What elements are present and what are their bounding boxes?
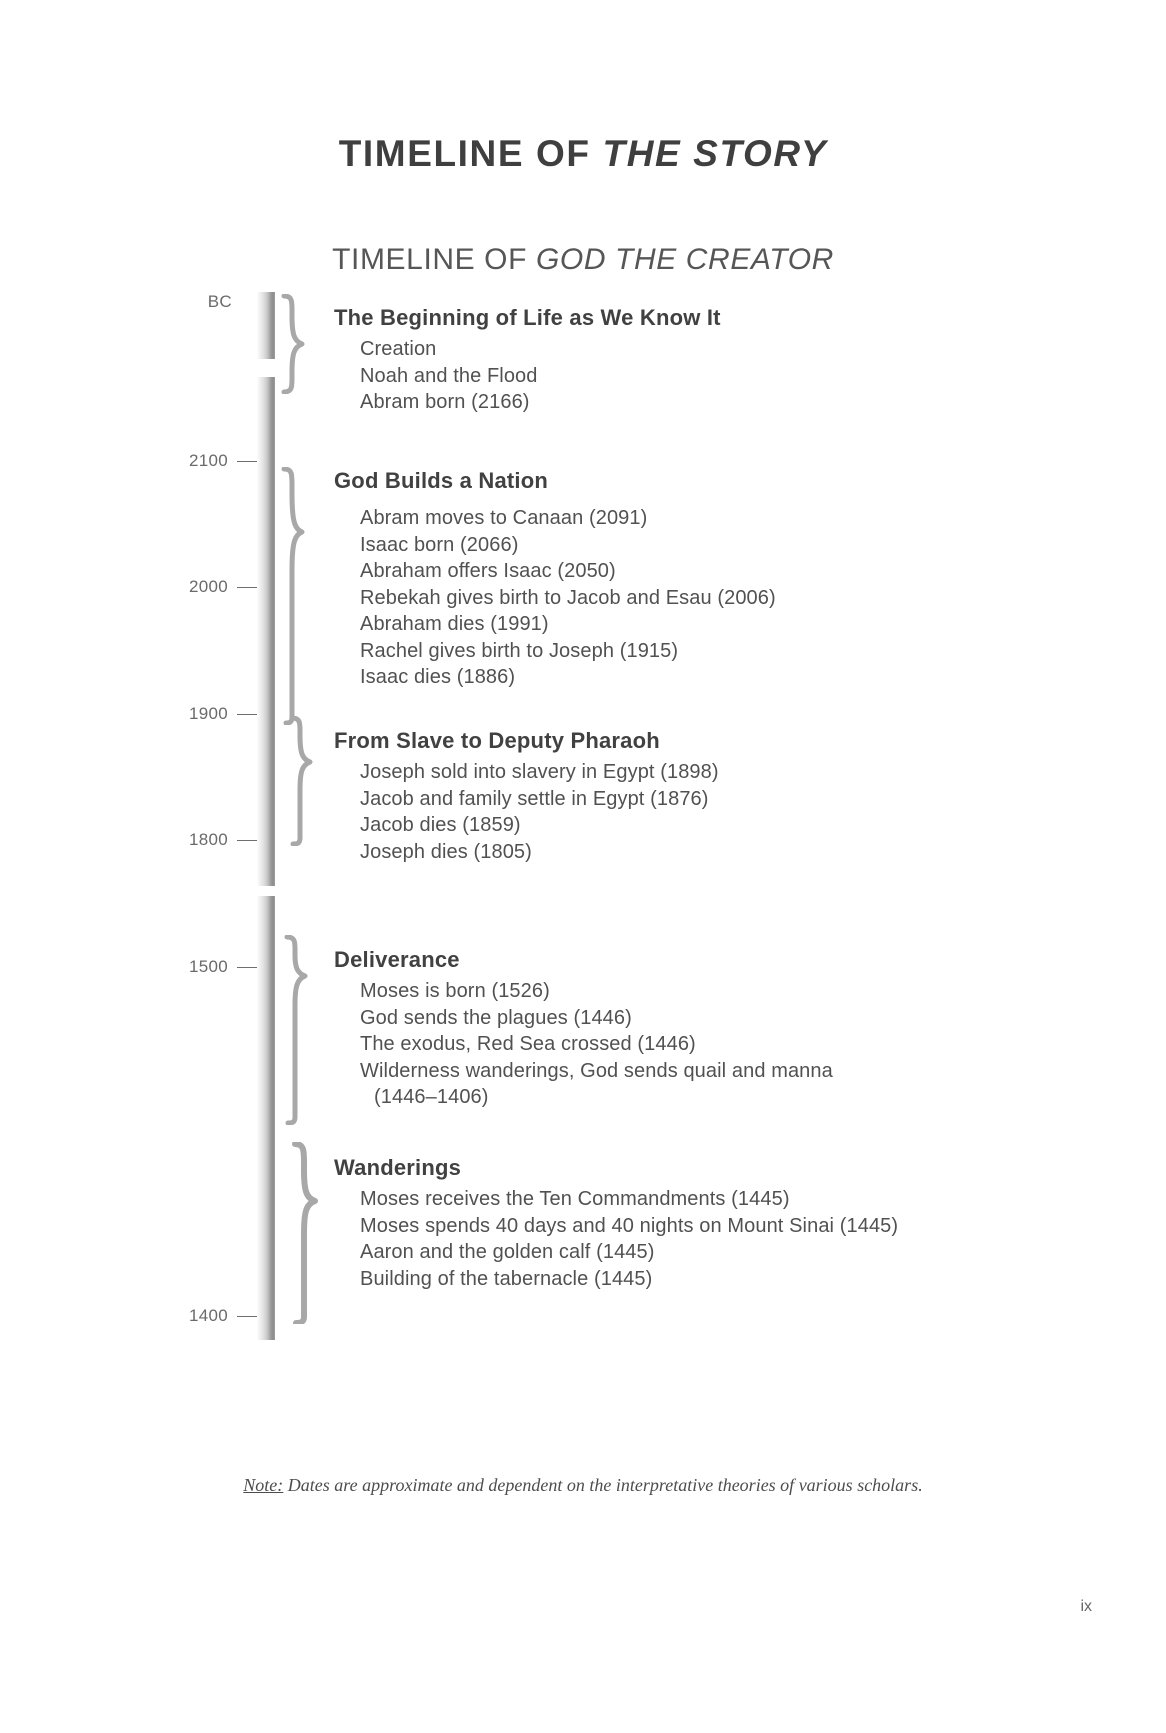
list-item: Moses is born (1526) — [360, 980, 550, 1002]
sub-title-prefix: TIMELINE OF — [332, 243, 536, 276]
list-item: Moses receives the Ten Commandments (1445) — [360, 1188, 790, 1210]
main-title-prefix: TIMELINE OF — [338, 133, 603, 174]
list-item: Creation — [360, 338, 437, 360]
timeline-section-4 — [334, 947, 833, 1111]
footnote-label: Note: — [243, 1475, 284, 1495]
axis-era-label: BC — [207, 292, 232, 311]
list-item: Noah and the Flood — [360, 364, 538, 387]
footnote-text: Dates are approximate and dependent on the interpretative theories of various scholars. — [283, 1475, 923, 1495]
brace-section-2 — [280, 467, 306, 725]
section-subtitle — [0, 243, 1166, 277]
axis-tick-1800 — [237, 840, 257, 841]
list-item: Rebekah gives birth to Jacob and Esau (2006) — [360, 586, 776, 609]
list-item: Jacob dies (1859) — [360, 814, 521, 836]
timeline-section-3 — [334, 728, 719, 865]
brace-section-4 — [283, 935, 309, 1125]
list-item: Joseph dies (1805) — [360, 840, 532, 863]
brace-section-5 — [290, 1142, 320, 1324]
list-item: Abram moves to Canaan (2091) — [360, 507, 648, 529]
list-item: Isaac dies (1886) — [360, 666, 516, 688]
axis-tick-label-1400: 1400 — [188, 1306, 228, 1325]
list-item: Wilderness wanderings, God sends quail and manna — [360, 1059, 833, 1082]
section-heading: The Beginning of Life as We Know It — [334, 305, 721, 330]
timeline-bar-segment-3 — [257, 896, 275, 1340]
axis-tick-label-2100: 2100 — [188, 451, 228, 470]
timeline-section-1 — [334, 305, 721, 416]
list-item: God sends the plagues (1446) — [360, 1006, 632, 1029]
timeline-section-2 — [334, 468, 776, 691]
axis-tick-2000 — [237, 587, 257, 588]
axis-tick-2100 — [237, 461, 257, 462]
section-heading: God Builds a Nation — [334, 468, 549, 493]
list-item: Moses spends 40 days and 40 nights on Mount Sinai (1445) — [360, 1214, 899, 1237]
list-item: Abram born (2166) — [360, 391, 530, 413]
section-item-list — [334, 759, 719, 865]
brace-section-3 — [288, 716, 314, 846]
list-item: Joseph sold into slavery in Egypt (1898) — [360, 761, 719, 783]
section-item-list — [334, 336, 721, 416]
brace-section-1 — [280, 294, 306, 394]
list-item: Isaac born (2066) — [360, 533, 519, 556]
list-item: Abraham offers Isaac (2050) — [360, 560, 616, 582]
list-item: Rachel gives birth to Joseph (1915) — [360, 639, 679, 662]
axis-tick-label-1900: 1900 — [188, 704, 228, 723]
axis-tick-1500 — [237, 967, 257, 968]
axis-tick-label-1800: 1800 — [188, 830, 228, 849]
list-item: Aaron and the golden calf (1445) — [360, 1241, 655, 1263]
main-title-emphasis: THE STORY — [602, 133, 828, 174]
list-item: Building of the tabernacle (1445) — [360, 1267, 653, 1290]
list-item: The exodus, Red Sea crossed (1446) — [360, 1033, 696, 1055]
page-title — [0, 133, 1166, 175]
page-number: ix — [1080, 1598, 1092, 1615]
axis-tick-1900 — [237, 714, 257, 715]
list-item: Jacob and family settle in Egypt (1876) — [360, 787, 709, 810]
axis-tick-label-2000: 2000 — [188, 577, 228, 596]
timeline-axis — [257, 292, 275, 1340]
timeline-bar-segment-1 — [257, 292, 275, 359]
footnote — [0, 1475, 1166, 1496]
timeline-bar-segment-2 — [257, 377, 275, 886]
section-item-list — [334, 1186, 898, 1292]
section-item-list — [334, 505, 776, 691]
section-heading: From Slave to Deputy Pharaoh — [334, 728, 660, 753]
list-item: Abraham dies (1991) — [360, 613, 549, 635]
section-heading: Wanderings — [334, 1155, 462, 1180]
axis-tick-label-1500: 1500 — [188, 957, 228, 976]
sub-title-emphasis: GOD THE CREATOR — [535, 243, 834, 276]
list-item-continuation: (1446–1406) — [374, 1086, 489, 1108]
section-heading: Deliverance — [334, 947, 460, 972]
timeline-section-5 — [334, 1155, 898, 1292]
section-item-list — [334, 978, 833, 1111]
axis-tick-1400 — [237, 1316, 257, 1317]
